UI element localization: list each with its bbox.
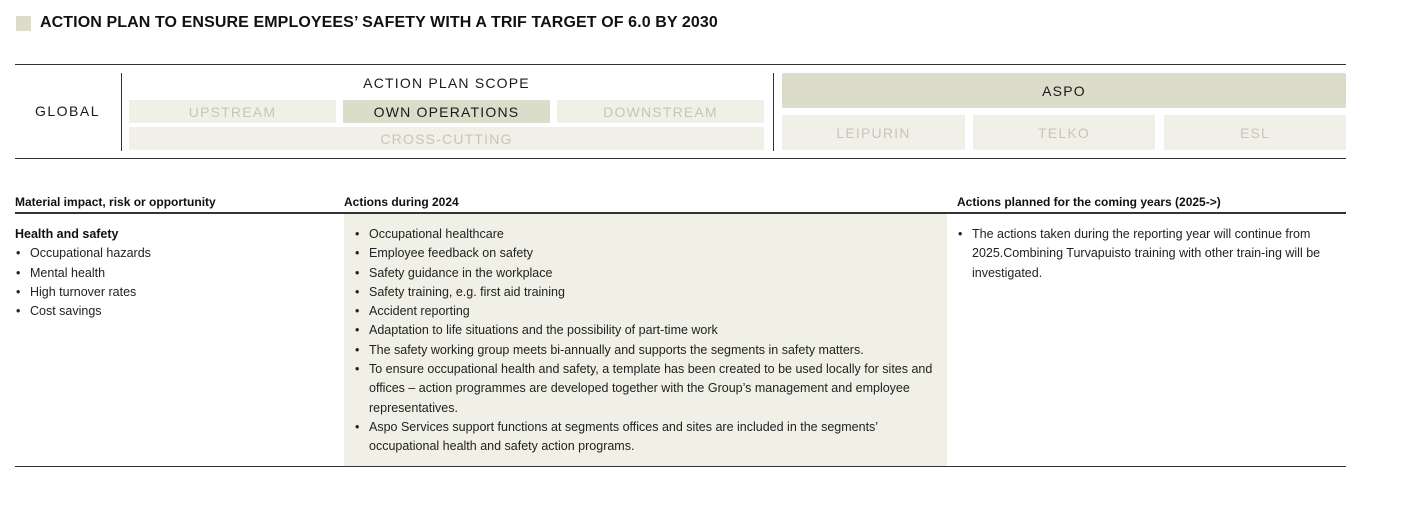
action-item: • Employee feedback on safety	[354, 244, 934, 263]
scope-own-operations: OWN OPERATIONS	[343, 100, 550, 123]
action-item: • Safety guidance in the workplace	[354, 264, 934, 283]
action-item: • To ensure occupational health and safety, a template has been created to be used locally for sites and offices – action programmes are developed together with the Group’s management and employee representatives.	[354, 360, 934, 418]
impact-heading: Health and safety	[15, 227, 119, 241]
action-item: • Safety training, e.g. first aid training	[354, 283, 934, 302]
action-item: • The safety working group meets bi-annually and supports the segments in safety matters.	[354, 341, 934, 360]
scope-heading: ACTION PLAN SCOPE	[363, 75, 530, 91]
segment-leipurin: LEIPURIN	[782, 115, 965, 150]
impact-item: • High turnover rates	[15, 283, 335, 302]
segment-telko: TELKO	[973, 115, 1155, 150]
page-title: ACTION PLAN TO ENSURE EMPLOYEES’ SAFETY WITH A TRIF TARGET OF 6.0 BY 2030	[40, 14, 718, 31]
table-bottom-rule	[15, 466, 1346, 467]
planned-item: • The actions taken during the reporting year will continue from 2025.Combining Turvapuisto training with other train-ing will be investigated.	[957, 225, 1337, 283]
scope-bottom-rule	[15, 158, 1346, 159]
column-header-actions-2024: Actions during 2024	[344, 195, 459, 209]
column-header-planned: Actions planned for the coming years (2025->)	[957, 195, 1221, 209]
action-item: • Adaptation to life situations and the possibility of part-time work	[354, 321, 934, 340]
impact-item: • Cost savings	[15, 302, 335, 321]
scope-cross-cutting: CROSS-CUTTING	[129, 127, 764, 150]
action-item: • Aspo Services support functions at segments offices and sites are included in the segments’ occupational health and safety action programs.	[354, 418, 934, 457]
page-title-row	[16, 14, 718, 32]
global-label: GLOBAL	[34, 103, 101, 119]
impact-cell	[15, 225, 335, 321]
scope-upstream: UPSTREAM	[129, 100, 336, 123]
action-item: • Occupational healthcare	[354, 225, 934, 244]
action-item: • Accident reporting	[354, 302, 934, 321]
scope-divider-right	[773, 73, 774, 151]
impact-item: • Mental health	[15, 264, 335, 283]
title-marker	[16, 16, 31, 31]
actions-2024-cell	[354, 225, 934, 457]
column-header-impact: Material impact, risk or opportunity	[15, 195, 216, 209]
segment-esl: ESL	[1164, 115, 1346, 150]
impact-item: • Occupational hazards	[15, 244, 335, 263]
table-header-rule	[15, 212, 1346, 214]
scope-divider-left	[121, 73, 122, 151]
top-rule	[15, 64, 1346, 65]
planned-cell	[957, 225, 1337, 283]
group-aspo: ASPO	[782, 73, 1346, 108]
scope-downstream: DOWNSTREAM	[557, 100, 764, 123]
